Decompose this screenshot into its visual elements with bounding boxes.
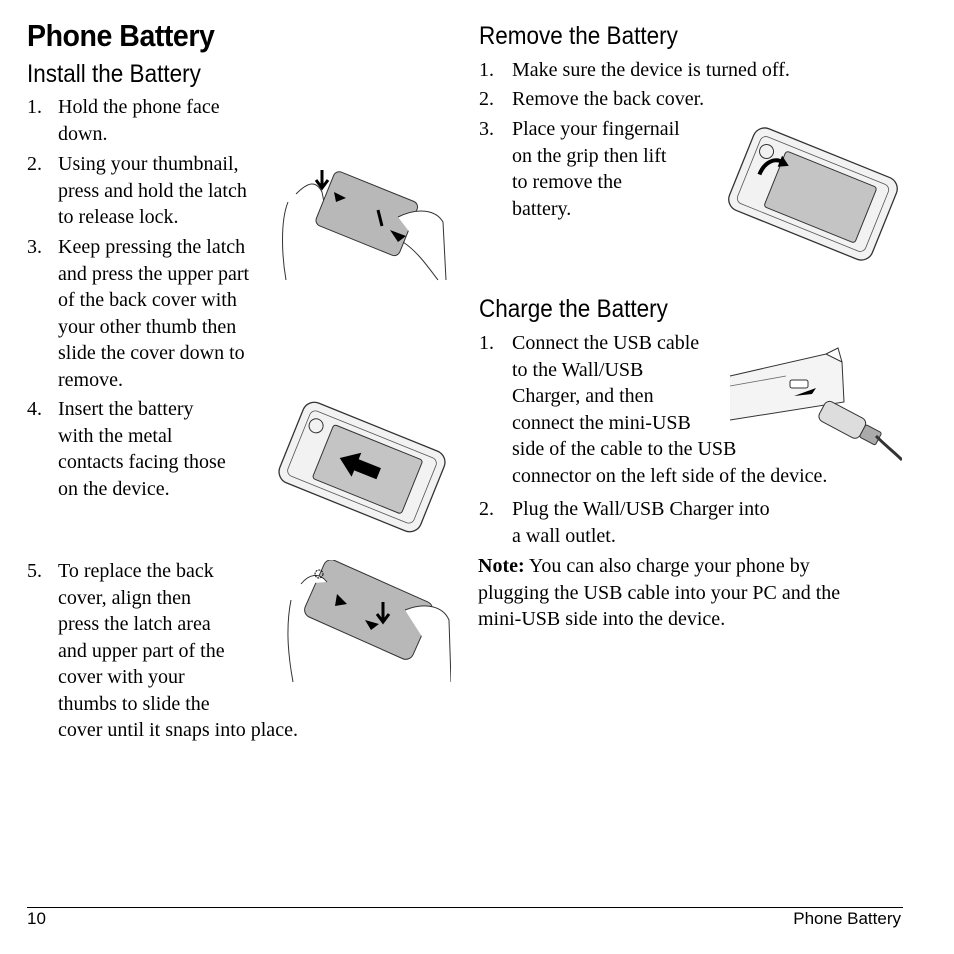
- step-line: Insert the battery: [58, 398, 194, 420]
- step-number: 5.: [27, 560, 42, 582]
- step-line: side of the cable to the USB: [512, 438, 737, 460]
- install-battery-heading: Install the Battery: [27, 60, 201, 88]
- note-line: plugging the USB cable into your PC and the: [478, 581, 841, 604]
- footer-section-title: Phone Battery: [793, 909, 901, 928]
- step-line: battery.: [512, 197, 572, 220]
- step-line: Make sure the device is turned off.: [512, 59, 790, 81]
- page-number: 10: [27, 909, 46, 928]
- note-label: Note:: [478, 555, 525, 577]
- step-number: 1.: [479, 59, 494, 81]
- step-line: Place your fingernail: [512, 118, 680, 140]
- step-line: down.: [58, 122, 108, 145]
- step-line: on the grip then lift: [512, 144, 667, 167]
- step-line: a wall outlet.: [512, 524, 616, 547]
- replace-cover-illustration: [285, 560, 451, 686]
- step-line: Remove the back cover.: [512, 88, 705, 110]
- remove-cover-illustration: [278, 162, 448, 286]
- step-line: press and hold the latch: [58, 179, 247, 202]
- step-number: 2.: [479, 498, 494, 520]
- step-line: remove.: [58, 368, 123, 391]
- note-paragraph: [478, 553, 840, 633]
- step-line: Connect the USB cable: [512, 332, 700, 354]
- usb-cable-illustration: [726, 336, 902, 462]
- step-line: contacts facing those: [58, 451, 226, 473]
- step-line: Charger, and then: [512, 385, 654, 407]
- step-line: of the back cover with: [58, 289, 237, 311]
- step-line: with the metal: [58, 424, 173, 447]
- step-number: 3.: [479, 118, 494, 140]
- step-number: 2.: [27, 153, 42, 175]
- step-number: 3.: [27, 236, 42, 258]
- charge-battery-heading: Charge the Battery: [479, 295, 668, 323]
- step-line: to remove the: [512, 171, 622, 193]
- insert-battery-illustration: [276, 396, 448, 538]
- step-line: press the latch area: [58, 613, 211, 635]
- step-line: thumbs to slide the: [58, 692, 210, 715]
- step-line: Keep pressing the latch: [58, 236, 246, 258]
- step-number: 2.: [479, 88, 494, 110]
- step-number: 1.: [27, 96, 42, 118]
- step-line: to the Wall/USB: [512, 358, 644, 381]
- step-line: To replace the back: [58, 560, 214, 582]
- step-line: Hold the phone face: [58, 96, 220, 118]
- step-line: and press the upper part: [58, 262, 250, 285]
- step-number: 4.: [27, 398, 42, 420]
- remove-battery-heading: Remove the Battery: [479, 22, 678, 50]
- page-title: Phone Battery: [27, 18, 215, 53]
- step-line: to release lock.: [58, 206, 179, 228]
- step-line: your other thumb then: [58, 315, 237, 338]
- step-line: connect the mini-USB: [512, 411, 691, 434]
- note-line: mini-USB side into the device.: [478, 608, 726, 630]
- step-line: Plug the Wall/USB Charger into: [512, 498, 770, 520]
- step-line: slide the cover down to: [58, 342, 245, 364]
- lift-battery-illustration: [726, 122, 900, 266]
- step-line: connector on the left side of the device.: [512, 464, 828, 487]
- footer-divider: [27, 907, 903, 908]
- step-line: Using your thumbnail,: [58, 153, 239, 175]
- step-line: on the device.: [58, 477, 170, 500]
- step-number: 1.: [479, 332, 494, 354]
- step-line: and upper part of the: [58, 639, 225, 662]
- step-line: cover until it snaps into place.: [58, 719, 298, 741]
- step-line: cover with your: [58, 666, 185, 688]
- note-line: You can also charge your phone by: [524, 555, 810, 577]
- step-line: cover, align then: [58, 586, 192, 609]
